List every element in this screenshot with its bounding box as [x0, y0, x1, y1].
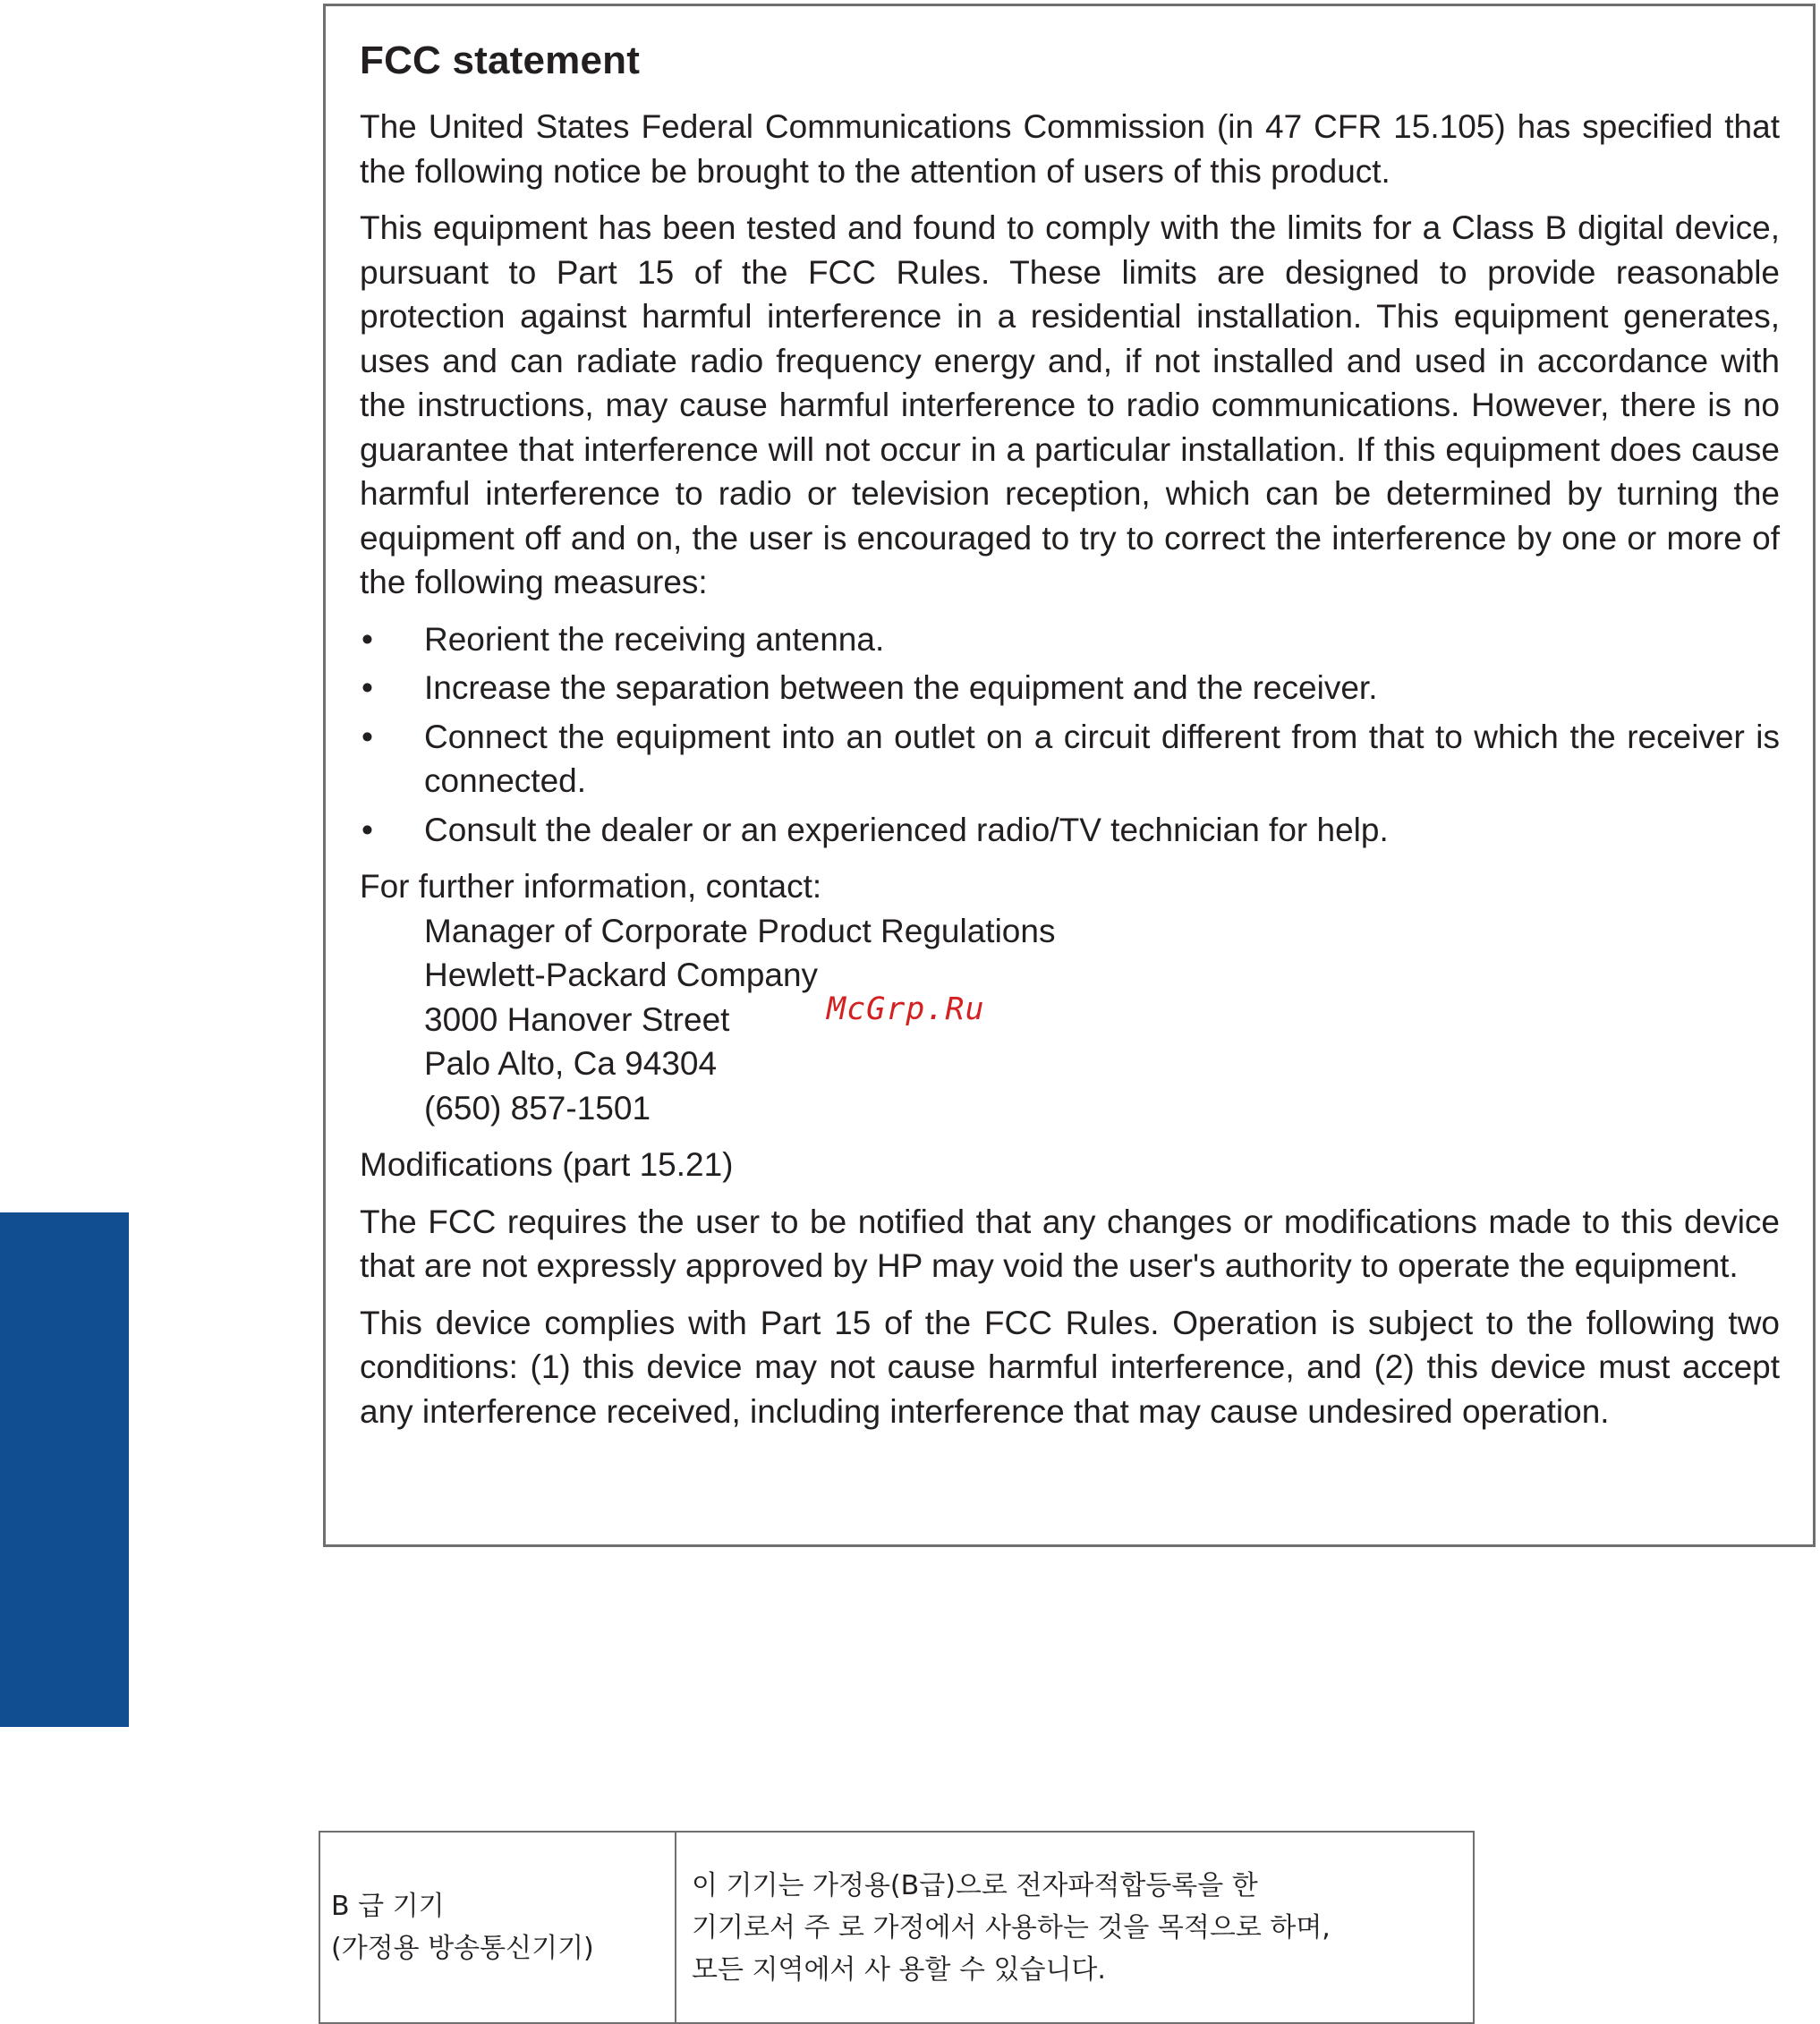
contact-line: Manager of Corporate Product Regulations — [424, 912, 1056, 949]
list-item — [360, 666, 1780, 710]
contact-line: Palo Alto, Ca 94304 — [424, 1045, 718, 1082]
korea-class-b-table — [319, 1831, 1475, 2024]
fcc-body-paragraph: This equipment has been tested and found to comply with the limits for a Class B digital device, pursuant to Part 15 of the FCC Rules. These limits are designed to provide reasonable protection against harmful interference in a residential installation. This equipment generates, uses and can radiate radio frequency energy and, if not installed and used in accordance with the instructions, may cause harmful interference to radio communications. However, there is no guarantee that interference will not occur in a particular installation. If this equipment does cause harmful interference to radio or television reception, which can be determined by turning the equipment off and on, the user is encouraged to try to correct the interference by one or more of the following measures: — [360, 209, 1780, 600]
table-row — [319, 1832, 1474, 2023]
bullet-icon: • — [361, 811, 373, 848]
description-line: 모든 지역에서 사 용할 수 있습니다. — [692, 1953, 1106, 1986]
contact-address — [360, 909, 1780, 1131]
measure-text: Increase the separation between the equipment and the receiver. — [424, 669, 1378, 706]
modifications-heading: Modifications (part 15.21) — [360, 1146, 734, 1183]
contact-lead: For further information, contact: — [360, 868, 822, 905]
watermark-text: McGrp.Ru — [827, 991, 985, 1027]
class-label: B 급 기기 — [331, 1891, 445, 1922]
measures-list — [360, 617, 1780, 853]
compliance-paragraph: This device complies with Part 15 of the FCC Rules. Operation is subject to the following two conditions: (1) this device may not cause harmful interference, and (2) this device must accept any interference received, including interference that may cause undesired operation. — [360, 1304, 1780, 1430]
measure-text: Consult the dealer or an experienced radio/TV technician for help. — [424, 811, 1389, 848]
chapter-side-tab — [0, 1212, 129, 1727]
bullet-icon: • — [361, 620, 373, 658]
list-item — [360, 808, 1780, 853]
contact-line: (650) 857-1501 — [424, 1089, 651, 1127]
contact-line: Hewlett-Packard Company — [424, 957, 819, 993]
fcc-statement-box — [323, 4, 1816, 1547]
description-cell — [676, 1832, 1474, 2023]
class-cell — [319, 1832, 676, 2023]
list-item — [360, 715, 1780, 804]
bullet-icon: • — [361, 718, 373, 755]
contact-line: 3000 Hanover Street — [424, 1000, 730, 1038]
list-item — [360, 617, 1780, 662]
measure-text: Reorient the receiving antenna. — [424, 620, 885, 658]
description-line: 기기로서 주 로 가정에서 사용하는 것을 목적으로 하며, — [692, 1911, 1331, 1943]
fcc-title: FCC statement — [360, 38, 641, 82]
measure-text: Connect the equipment into an outlet on a circuit different from that to which the receiver is connected. — [424, 718, 1780, 799]
class-sublabel: (가정용 방송통신기기) — [331, 1933, 594, 1964]
description-line: 이 기기는 가정용(B급)으로 전자파적합등록을 한 — [692, 1869, 1258, 1901]
modifications-paragraph: The FCC requires the user to be notified that any changes or modifications made to this device that are not expressly approved by HP may void the user's authority to operate the equipment. — [360, 1203, 1780, 1284]
bullet-icon: • — [361, 669, 373, 706]
fcc-intro-paragraph: The United States Federal Communications Commission (in 47 CFR 15.105) has specified that the following notice be brought to the attention of users of this product. — [360, 108, 1780, 190]
